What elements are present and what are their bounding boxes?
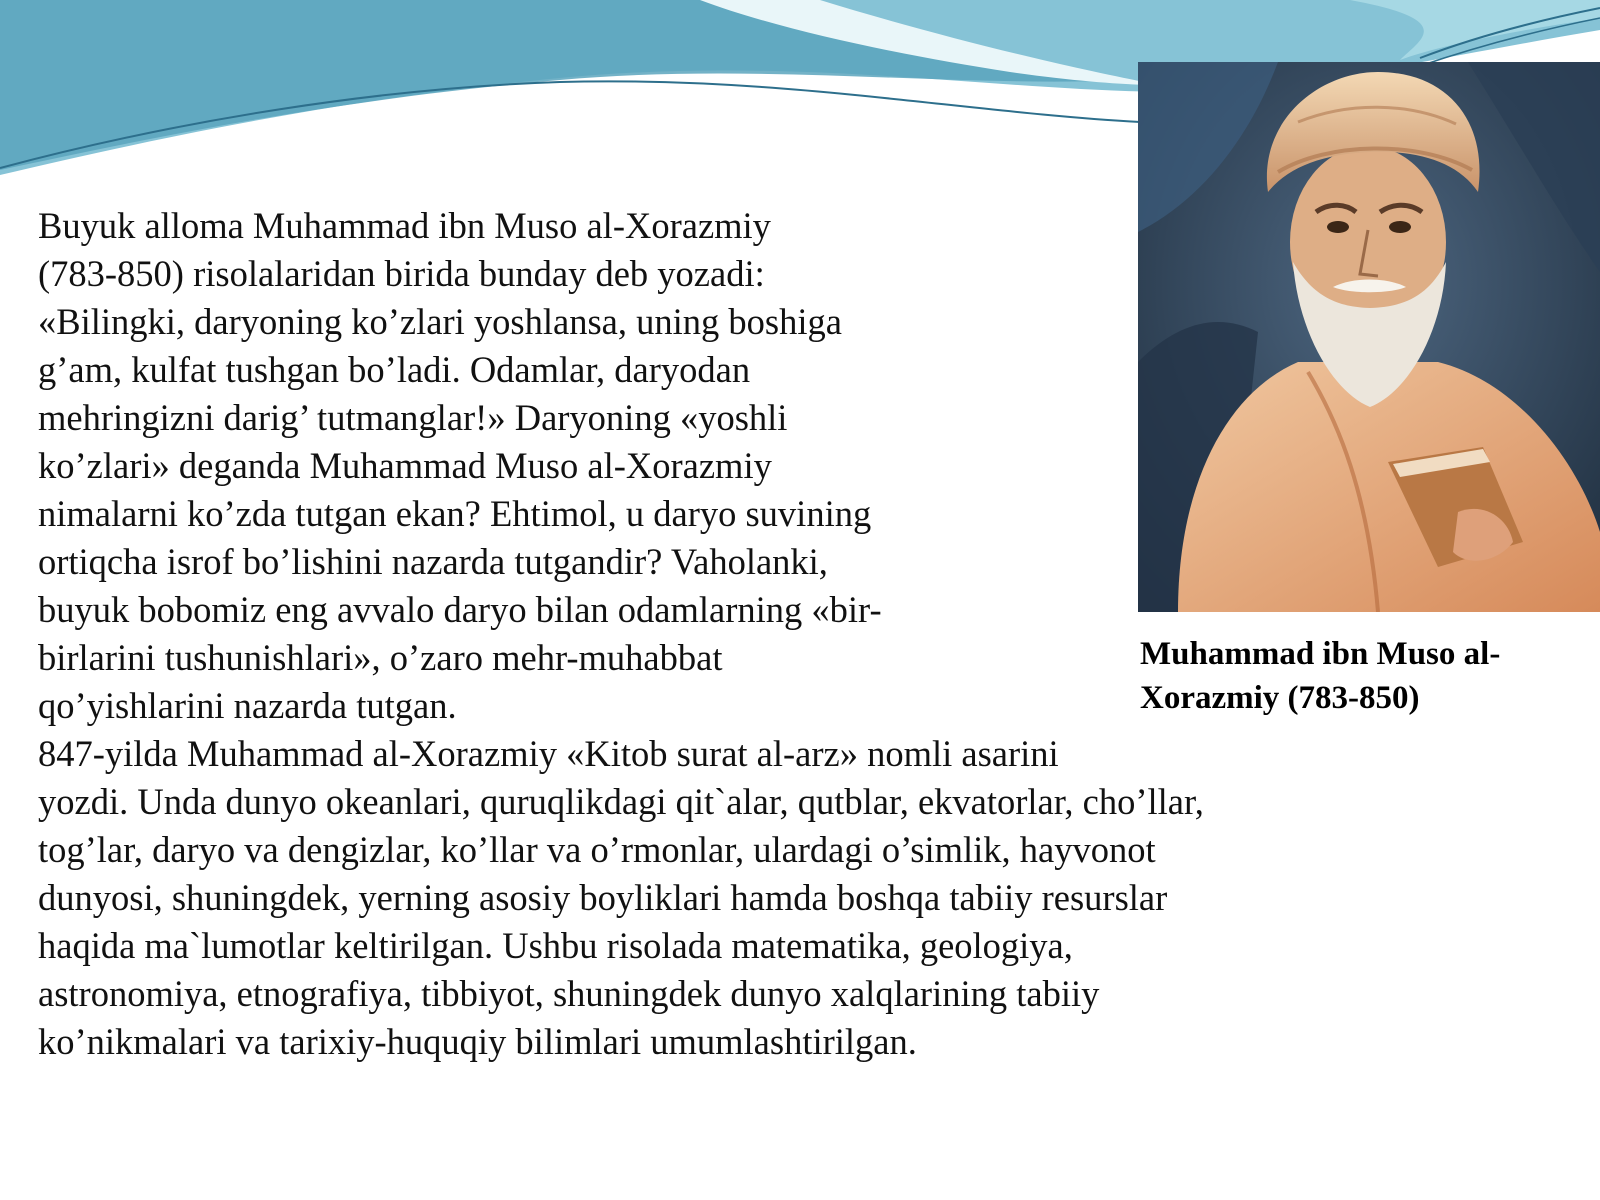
paragraph-1 (38, 202, 1358, 730)
text-line: yozdi. Unda dunyo okeanlari, quruqlikdagi qit`alar, qutblar, ekvatorlar, cho’llar, (38, 781, 1204, 822)
text-line: qo’yishlarini nazarda tutgan. (38, 685, 457, 726)
text-line: 847-yilda Muhammad al-Xorazmiy «Kitob surat al-arz» nomli asarini (38, 733, 1059, 774)
text-line: «Bilingki, daryoning ko’zlari yoshlansa, uning boshiga (38, 301, 842, 342)
text-line: nimalarni ko’zda tutgan ekan? Ehtimol, u daryo suvining (38, 493, 872, 534)
text-line: tog’lar, daryo va dengizlar, ko’llar va o’rmonlar, ulardagi o’simlik, hayvonot (38, 829, 1156, 870)
caption-line: Xorazmiy (783-850) (1140, 680, 1420, 716)
text-line: ko’zlari» deganda Muhammad Muso al-Xorazmiy (38, 445, 772, 486)
text-line: Buyuk alloma Muhammad ibn Muso al-Xorazmiy (38, 205, 771, 246)
text-line: buyuk bobomiz eng avvalo daryo bilan odamlarning «bir- (38, 589, 882, 630)
text-line: haqida ma`lumotlar keltirilgan. Ushbu risolada matematika, geologiya, (38, 925, 1073, 966)
caption-line: Muhammad ibn Muso al- (1140, 636, 1501, 672)
text-line: ko’nikmalari va tarixiy-huquqiy bilimlari umumlashtirilgan. (38, 1021, 917, 1062)
paragraph-2 (38, 730, 1358, 1066)
text-line: ortiqcha isrof bo’lishini nazarda tutgandir? Vaholanki, (38, 541, 828, 582)
text-line: g’am, kulfat tushgan bo’ladi. Odamlar, daryodan (38, 349, 751, 390)
text-line: mehringizni darig’ tutmanglar!» Daryoning «yoshli (38, 397, 788, 438)
text-line: birlarini tushunishlari», o’zaro mehr-muhabbat (38, 637, 723, 678)
text-line: (783-850) risolalaridan birida bunday deb yozadi: (38, 253, 765, 294)
text-line: astronomiya, etnografiya, tibbiyot, shuningdek dunyo xalqlarining tabiiy (38, 973, 1100, 1014)
body-text (38, 202, 1358, 1066)
text-line: dunyosi, shuningdek, yerning asosiy boyliklari hamda boshqa tabiiy resurslar (38, 877, 1168, 918)
